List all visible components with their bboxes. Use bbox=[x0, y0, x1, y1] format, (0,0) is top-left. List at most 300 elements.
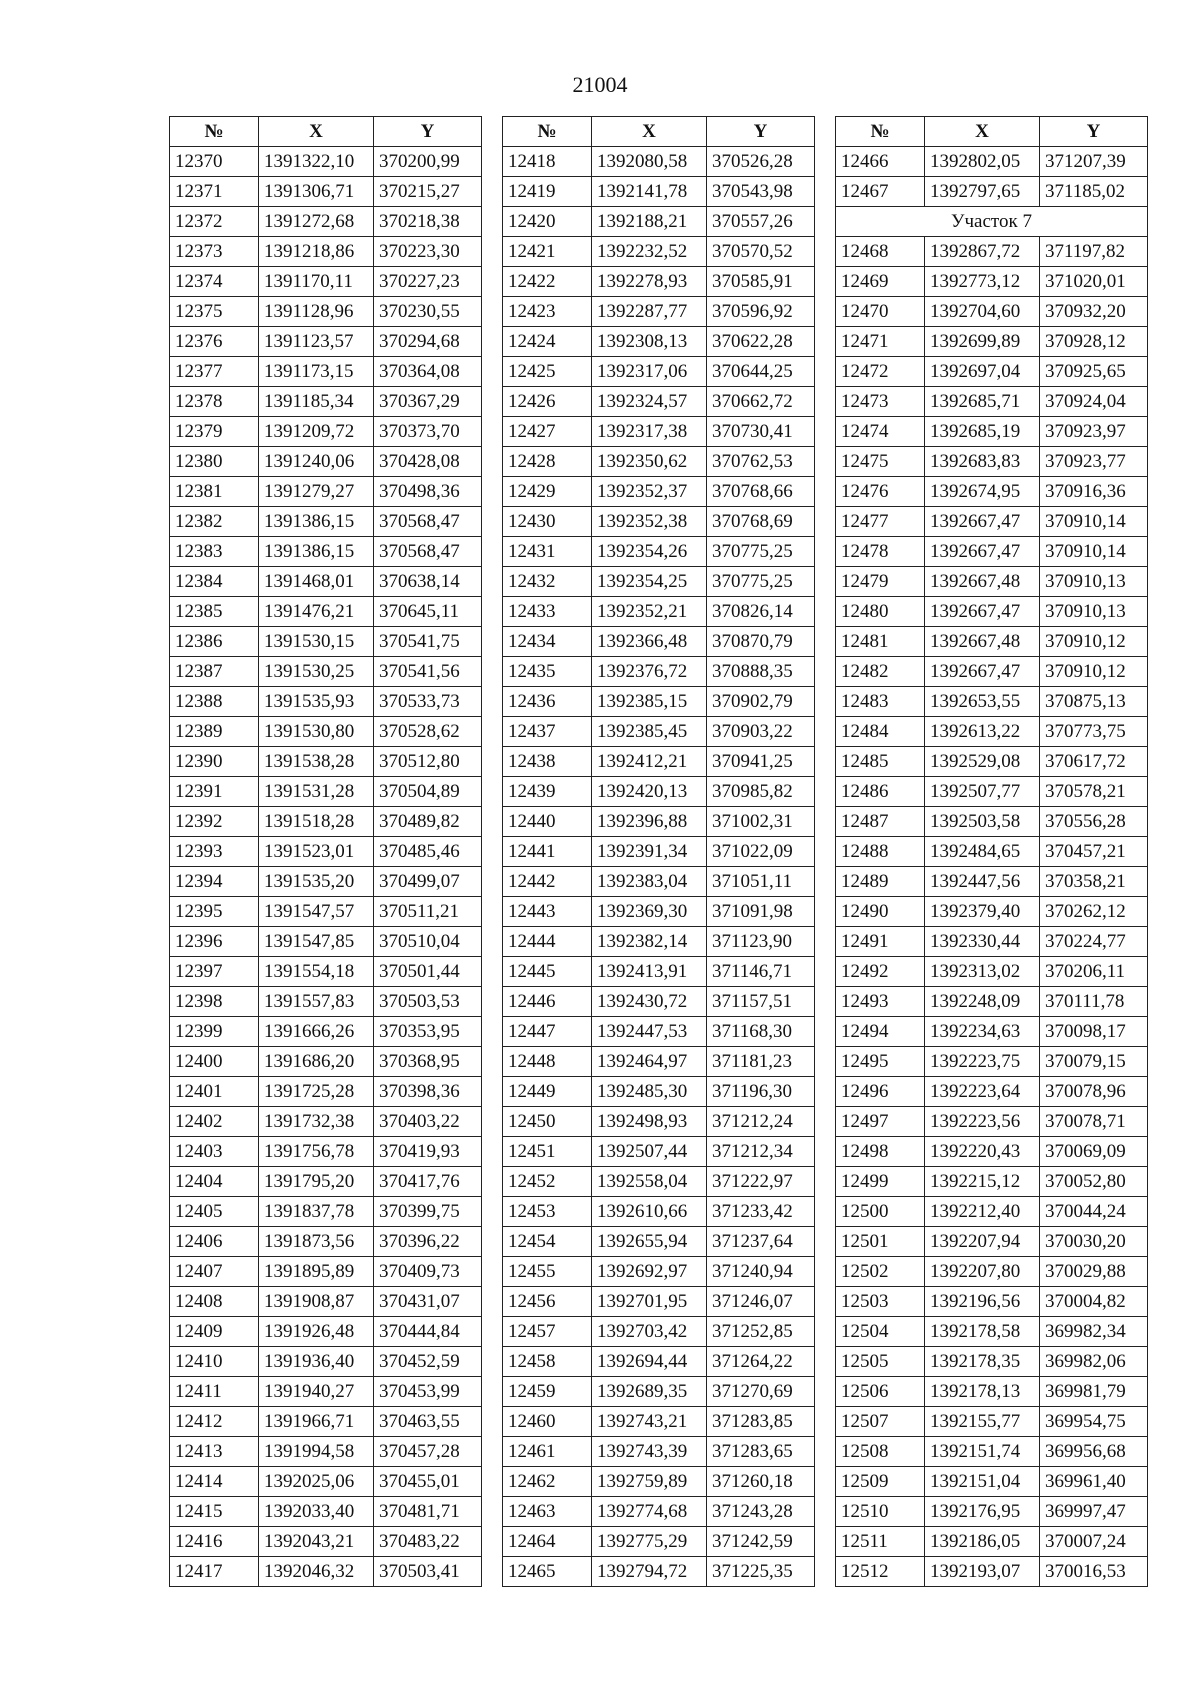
x-coordinate-cell: 1392703,42 bbox=[592, 1317, 707, 1347]
y-coordinate-cell: 370111,78 bbox=[1040, 987, 1148, 1017]
point-number-cell: 12449 bbox=[503, 1077, 592, 1107]
x-coordinate-cell: 1392759,89 bbox=[592, 1467, 707, 1497]
x-coordinate-cell: 1391128,96 bbox=[259, 297, 374, 327]
table-row bbox=[170, 897, 482, 927]
table-row bbox=[503, 207, 815, 237]
y-coordinate-cell: 370396,22 bbox=[374, 1227, 482, 1257]
x-coordinate-cell: 1392653,55 bbox=[925, 687, 1040, 717]
x-coordinate-cell: 1391530,15 bbox=[259, 627, 374, 657]
table-row bbox=[170, 597, 482, 627]
y-coordinate-cell: 370485,46 bbox=[374, 837, 482, 867]
point-number-cell: 12463 bbox=[503, 1497, 592, 1527]
table-row bbox=[836, 987, 1148, 1017]
y-coordinate-cell: 370498,36 bbox=[374, 477, 482, 507]
x-coordinate-cell: 1391895,89 bbox=[259, 1257, 374, 1287]
x-coordinate-cell: 1391476,21 bbox=[259, 597, 374, 627]
y-coordinate-cell: 370910,12 bbox=[1040, 657, 1148, 687]
header-row bbox=[836, 117, 1148, 147]
table-row bbox=[170, 1317, 482, 1347]
y-coordinate-cell: 370481,71 bbox=[374, 1497, 482, 1527]
table-row bbox=[503, 267, 815, 297]
y-coordinate-cell: 371168,30 bbox=[707, 1017, 815, 1047]
column-header-number: № bbox=[836, 117, 925, 147]
table-row bbox=[836, 297, 1148, 327]
x-coordinate-cell: 1392366,48 bbox=[592, 627, 707, 657]
table-row bbox=[503, 1137, 815, 1167]
table-row bbox=[836, 447, 1148, 477]
x-coordinate-cell: 1392313,02 bbox=[925, 957, 1040, 987]
x-coordinate-cell: 1392385,45 bbox=[592, 717, 707, 747]
point-number-cell: 12508 bbox=[836, 1437, 925, 1467]
x-coordinate-cell: 1392685,71 bbox=[925, 387, 1040, 417]
table-row bbox=[170, 1227, 482, 1257]
point-number-cell: 12428 bbox=[503, 447, 592, 477]
y-coordinate-cell: 370098,17 bbox=[1040, 1017, 1148, 1047]
x-coordinate-cell: 1391795,20 bbox=[259, 1167, 374, 1197]
table-row bbox=[836, 1257, 1148, 1287]
y-coordinate-cell: 371212,34 bbox=[707, 1137, 815, 1167]
x-coordinate-cell: 1392507,77 bbox=[925, 777, 1040, 807]
x-coordinate-cell: 1392396,88 bbox=[592, 807, 707, 837]
point-number-cell: 12380 bbox=[170, 447, 259, 477]
y-coordinate-cell: 371233,42 bbox=[707, 1197, 815, 1227]
table-row bbox=[503, 1437, 815, 1467]
x-coordinate-cell: 1392447,53 bbox=[592, 1017, 707, 1047]
y-coordinate-cell: 370762,53 bbox=[707, 447, 815, 477]
y-coordinate-cell: 370428,08 bbox=[374, 447, 482, 477]
x-coordinate-cell: 1392223,64 bbox=[925, 1077, 1040, 1107]
x-coordinate-cell: 1392188,21 bbox=[592, 207, 707, 237]
table-row bbox=[170, 807, 482, 837]
table-row bbox=[503, 327, 815, 357]
table-row bbox=[170, 567, 482, 597]
table-row bbox=[836, 1377, 1148, 1407]
table-row bbox=[503, 867, 815, 897]
point-number-cell: 12469 bbox=[836, 267, 925, 297]
table-row bbox=[170, 1407, 482, 1437]
point-number-cell: 12416 bbox=[170, 1527, 259, 1557]
table-row bbox=[170, 867, 482, 897]
point-number-cell: 12477 bbox=[836, 507, 925, 537]
point-number-cell: 12482 bbox=[836, 657, 925, 687]
x-coordinate-cell: 1392248,09 bbox=[925, 987, 1040, 1017]
column-header-x: X bbox=[259, 117, 374, 147]
table-row bbox=[503, 1317, 815, 1347]
table-row bbox=[503, 1407, 815, 1437]
y-coordinate-cell: 370215,27 bbox=[374, 177, 482, 207]
x-coordinate-cell: 1391873,56 bbox=[259, 1227, 374, 1257]
point-number-cell: 12474 bbox=[836, 417, 925, 447]
y-coordinate-cell: 370016,53 bbox=[1040, 1557, 1148, 1587]
y-coordinate-cell: 370585,91 bbox=[707, 267, 815, 297]
table-row bbox=[836, 1317, 1148, 1347]
point-number-cell: 12466 bbox=[836, 147, 925, 177]
x-coordinate-cell: 1391386,15 bbox=[259, 507, 374, 537]
y-coordinate-cell: 370029,88 bbox=[1040, 1257, 1148, 1287]
y-coordinate-cell: 370928,12 bbox=[1040, 327, 1148, 357]
table-row bbox=[170, 957, 482, 987]
point-number-cell: 12408 bbox=[170, 1287, 259, 1317]
table-row bbox=[170, 1497, 482, 1527]
y-coordinate-cell: 370916,36 bbox=[1040, 477, 1148, 507]
y-coordinate-cell: 370768,69 bbox=[707, 507, 815, 537]
point-number-cell: 12426 bbox=[503, 387, 592, 417]
x-coordinate-cell: 1392178,58 bbox=[925, 1317, 1040, 1347]
point-number-cell: 12444 bbox=[503, 927, 592, 957]
x-coordinate-cell: 1392232,52 bbox=[592, 237, 707, 267]
x-coordinate-cell: 1392176,95 bbox=[925, 1497, 1040, 1527]
y-coordinate-cell: 370923,77 bbox=[1040, 447, 1148, 477]
point-number-cell: 12502 bbox=[836, 1257, 925, 1287]
point-number-cell: 12379 bbox=[170, 417, 259, 447]
y-coordinate-cell: 371260,18 bbox=[707, 1467, 815, 1497]
x-coordinate-cell: 1391123,57 bbox=[259, 327, 374, 357]
y-coordinate-cell: 370503,53 bbox=[374, 987, 482, 1017]
point-number-cell: 12507 bbox=[836, 1407, 925, 1437]
point-number-cell: 12450 bbox=[503, 1107, 592, 1137]
table-row bbox=[170, 1437, 482, 1467]
point-number-cell: 12441 bbox=[503, 837, 592, 867]
x-coordinate-cell: 1391554,18 bbox=[259, 957, 374, 987]
y-coordinate-cell: 370541,75 bbox=[374, 627, 482, 657]
x-coordinate-cell: 1392223,56 bbox=[925, 1107, 1040, 1137]
y-coordinate-cell: 370444,84 bbox=[374, 1317, 482, 1347]
table-row bbox=[170, 327, 482, 357]
x-coordinate-cell: 1392354,25 bbox=[592, 567, 707, 597]
table-row bbox=[170, 147, 482, 177]
y-coordinate-cell: 370773,75 bbox=[1040, 717, 1148, 747]
table-row bbox=[836, 867, 1148, 897]
y-coordinate-cell: 370078,71 bbox=[1040, 1107, 1148, 1137]
table-row bbox=[836, 477, 1148, 507]
point-number-cell: 12495 bbox=[836, 1047, 925, 1077]
point-number-cell: 12381 bbox=[170, 477, 259, 507]
table-row bbox=[503, 1257, 815, 1287]
table-row bbox=[503, 897, 815, 927]
table-row bbox=[503, 837, 815, 867]
x-coordinate-cell: 1391209,72 bbox=[259, 417, 374, 447]
x-coordinate-cell: 1392420,13 bbox=[592, 777, 707, 807]
y-coordinate-cell: 371181,23 bbox=[707, 1047, 815, 1077]
point-number-cell: 12410 bbox=[170, 1347, 259, 1377]
point-number-cell: 12429 bbox=[503, 477, 592, 507]
y-coordinate-cell: 370052,80 bbox=[1040, 1167, 1148, 1197]
point-number-cell: 12499 bbox=[836, 1167, 925, 1197]
x-coordinate-cell: 1392674,95 bbox=[925, 477, 1040, 507]
y-coordinate-cell: 370007,24 bbox=[1040, 1527, 1148, 1557]
y-coordinate-cell: 370526,28 bbox=[707, 147, 815, 177]
point-number-cell: 12483 bbox=[836, 687, 925, 717]
table-row bbox=[836, 1557, 1148, 1587]
y-coordinate-cell: 370367,29 bbox=[374, 387, 482, 417]
x-coordinate-cell: 1392692,97 bbox=[592, 1257, 707, 1287]
table-row bbox=[170, 927, 482, 957]
point-number-cell: 12432 bbox=[503, 567, 592, 597]
table-row bbox=[836, 567, 1148, 597]
table-row bbox=[170, 717, 482, 747]
section-title: Участок 7 bbox=[836, 207, 1148, 237]
x-coordinate-cell: 1392178,35 bbox=[925, 1347, 1040, 1377]
y-coordinate-cell: 371022,09 bbox=[707, 837, 815, 867]
x-coordinate-cell: 1392141,78 bbox=[592, 177, 707, 207]
x-coordinate-cell: 1391518,28 bbox=[259, 807, 374, 837]
point-number-cell: 12484 bbox=[836, 717, 925, 747]
y-coordinate-cell: 370568,47 bbox=[374, 537, 482, 567]
y-coordinate-cell: 370452,59 bbox=[374, 1347, 482, 1377]
y-coordinate-cell: 370364,08 bbox=[374, 357, 482, 387]
point-number-cell: 12442 bbox=[503, 867, 592, 897]
column-header-x: X bbox=[925, 117, 1040, 147]
point-number-cell: 12373 bbox=[170, 237, 259, 267]
point-number-cell: 12461 bbox=[503, 1437, 592, 1467]
x-coordinate-cell: 1392413,91 bbox=[592, 957, 707, 987]
table-row bbox=[836, 687, 1148, 717]
point-number-cell: 12493 bbox=[836, 987, 925, 1017]
y-coordinate-cell: 370501,44 bbox=[374, 957, 482, 987]
point-number-cell: 12467 bbox=[836, 177, 925, 207]
y-coordinate-cell: 370457,21 bbox=[1040, 837, 1148, 867]
x-coordinate-cell: 1392196,56 bbox=[925, 1287, 1040, 1317]
x-coordinate-cell: 1391279,27 bbox=[259, 477, 374, 507]
x-coordinate-cell: 1392385,15 bbox=[592, 687, 707, 717]
y-coordinate-cell: 371240,94 bbox=[707, 1257, 815, 1287]
x-coordinate-cell: 1392743,39 bbox=[592, 1437, 707, 1467]
point-number-cell: 12390 bbox=[170, 747, 259, 777]
point-number-cell: 12401 bbox=[170, 1077, 259, 1107]
x-coordinate-cell: 1391936,40 bbox=[259, 1347, 374, 1377]
column-header-x: X bbox=[592, 117, 707, 147]
table-row bbox=[836, 417, 1148, 447]
table-row bbox=[170, 177, 482, 207]
point-number-cell: 12377 bbox=[170, 357, 259, 387]
column-header-number: № bbox=[170, 117, 259, 147]
x-coordinate-cell: 1392558,04 bbox=[592, 1167, 707, 1197]
x-coordinate-cell: 1392412,21 bbox=[592, 747, 707, 777]
table-row bbox=[836, 177, 1148, 207]
point-number-cell: 12403 bbox=[170, 1137, 259, 1167]
point-number-cell: 12386 bbox=[170, 627, 259, 657]
y-coordinate-cell: 370730,41 bbox=[707, 417, 815, 447]
x-coordinate-cell: 1392278,93 bbox=[592, 267, 707, 297]
y-coordinate-cell: 370875,13 bbox=[1040, 687, 1148, 717]
x-coordinate-cell: 1392207,94 bbox=[925, 1227, 1040, 1257]
x-coordinate-cell: 1392352,21 bbox=[592, 597, 707, 627]
x-coordinate-cell: 1392694,44 bbox=[592, 1347, 707, 1377]
point-number-cell: 12458 bbox=[503, 1347, 592, 1377]
x-coordinate-cell: 1392773,12 bbox=[925, 267, 1040, 297]
point-number-cell: 12382 bbox=[170, 507, 259, 537]
table-row bbox=[503, 957, 815, 987]
table-row bbox=[503, 927, 815, 957]
point-number-cell: 12503 bbox=[836, 1287, 925, 1317]
point-number-cell: 12505 bbox=[836, 1347, 925, 1377]
x-coordinate-cell: 1391732,38 bbox=[259, 1107, 374, 1137]
y-coordinate-cell: 370403,22 bbox=[374, 1107, 482, 1137]
table-row bbox=[170, 1167, 482, 1197]
x-coordinate-cell: 1391240,06 bbox=[259, 447, 374, 477]
table-row bbox=[503, 807, 815, 837]
x-coordinate-cell: 1392507,44 bbox=[592, 1137, 707, 1167]
table-row bbox=[170, 837, 482, 867]
x-coordinate-cell: 1391306,71 bbox=[259, 177, 374, 207]
x-coordinate-cell: 1392775,29 bbox=[592, 1527, 707, 1557]
table-row bbox=[503, 387, 815, 417]
point-number-cell: 12476 bbox=[836, 477, 925, 507]
y-coordinate-cell: 371197,82 bbox=[1040, 237, 1148, 267]
point-number-cell: 12398 bbox=[170, 987, 259, 1017]
table-row bbox=[503, 507, 815, 537]
y-coordinate-cell: 370910,13 bbox=[1040, 567, 1148, 597]
point-number-cell: 12486 bbox=[836, 777, 925, 807]
point-number-cell: 12375 bbox=[170, 297, 259, 327]
table-row bbox=[836, 1047, 1148, 1077]
point-number-cell: 12512 bbox=[836, 1557, 925, 1587]
point-number-cell: 12400 bbox=[170, 1047, 259, 1077]
table-row bbox=[503, 1077, 815, 1107]
point-number-cell: 12465 bbox=[503, 1557, 592, 1587]
y-coordinate-cell: 370358,21 bbox=[1040, 867, 1148, 897]
x-coordinate-cell: 1392308,13 bbox=[592, 327, 707, 357]
table-row bbox=[503, 177, 815, 207]
y-coordinate-cell: 370570,52 bbox=[707, 237, 815, 267]
y-coordinate-cell: 371264,22 bbox=[707, 1347, 815, 1377]
x-coordinate-cell: 1392354,26 bbox=[592, 537, 707, 567]
point-number-cell: 12427 bbox=[503, 417, 592, 447]
point-number-cell: 12509 bbox=[836, 1467, 925, 1497]
x-coordinate-cell: 1391908,87 bbox=[259, 1287, 374, 1317]
x-coordinate-cell: 1392701,95 bbox=[592, 1287, 707, 1317]
y-coordinate-cell: 371051,11 bbox=[707, 867, 815, 897]
point-number-cell: 12419 bbox=[503, 177, 592, 207]
table-row bbox=[503, 537, 815, 567]
x-coordinate-cell: 1392667,47 bbox=[925, 657, 1040, 687]
x-coordinate-cell: 1392207,80 bbox=[925, 1257, 1040, 1287]
point-number-cell: 12413 bbox=[170, 1437, 259, 1467]
x-coordinate-cell: 1392193,07 bbox=[925, 1557, 1040, 1587]
table-row bbox=[170, 1017, 482, 1047]
x-coordinate-cell: 1392379,40 bbox=[925, 897, 1040, 927]
table-row bbox=[170, 657, 482, 687]
x-coordinate-cell: 1391523,01 bbox=[259, 837, 374, 867]
y-coordinate-cell: 370504,89 bbox=[374, 777, 482, 807]
x-coordinate-cell: 1391530,80 bbox=[259, 717, 374, 747]
table-row bbox=[170, 237, 482, 267]
y-coordinate-cell: 371146,71 bbox=[707, 957, 815, 987]
point-number-cell: 12399 bbox=[170, 1017, 259, 1047]
y-coordinate-cell: 371123,90 bbox=[707, 927, 815, 957]
y-coordinate-cell: 370638,14 bbox=[374, 567, 482, 597]
x-coordinate-cell: 1392382,14 bbox=[592, 927, 707, 957]
x-coordinate-cell: 1392689,35 bbox=[592, 1377, 707, 1407]
y-coordinate-cell: 370568,47 bbox=[374, 507, 482, 537]
y-coordinate-cell: 370078,96 bbox=[1040, 1077, 1148, 1107]
x-coordinate-cell: 1392699,89 bbox=[925, 327, 1040, 357]
x-coordinate-cell: 1392655,94 bbox=[592, 1227, 707, 1257]
y-coordinate-cell: 369954,75 bbox=[1040, 1407, 1148, 1437]
table-row bbox=[170, 207, 482, 237]
x-coordinate-cell: 1392667,47 bbox=[925, 507, 1040, 537]
table-row bbox=[170, 357, 482, 387]
x-coordinate-cell: 1392667,47 bbox=[925, 537, 1040, 567]
table-row bbox=[170, 1347, 482, 1377]
page-number: 21004 bbox=[572, 72, 628, 97]
table-row bbox=[836, 957, 1148, 987]
point-number-cell: 12396 bbox=[170, 927, 259, 957]
y-coordinate-cell: 370910,12 bbox=[1040, 627, 1148, 657]
table-row bbox=[503, 1107, 815, 1137]
y-coordinate-cell: 370200,99 bbox=[374, 147, 482, 177]
x-coordinate-cell: 1391173,15 bbox=[259, 357, 374, 387]
point-number-cell: 12404 bbox=[170, 1167, 259, 1197]
point-number-cell: 12438 bbox=[503, 747, 592, 777]
y-coordinate-cell: 370463,55 bbox=[374, 1407, 482, 1437]
y-coordinate-cell: 370373,70 bbox=[374, 417, 482, 447]
table-row bbox=[503, 597, 815, 627]
y-coordinate-cell: 371225,35 bbox=[707, 1557, 815, 1587]
y-coordinate-cell: 371207,39 bbox=[1040, 147, 1148, 177]
y-coordinate-cell: 370543,98 bbox=[707, 177, 815, 207]
point-number-cell: 12389 bbox=[170, 717, 259, 747]
y-coordinate-cell: 370004,82 bbox=[1040, 1287, 1148, 1317]
y-coordinate-cell: 370556,28 bbox=[1040, 807, 1148, 837]
table-row bbox=[836, 267, 1148, 297]
table-row bbox=[503, 477, 815, 507]
point-number-cell: 12446 bbox=[503, 987, 592, 1017]
y-coordinate-cell: 371283,65 bbox=[707, 1437, 815, 1467]
x-coordinate-cell: 1392046,32 bbox=[259, 1557, 374, 1587]
point-number-cell: 12392 bbox=[170, 807, 259, 837]
point-number-cell: 12402 bbox=[170, 1107, 259, 1137]
y-coordinate-cell: 370457,28 bbox=[374, 1437, 482, 1467]
y-coordinate-cell: 370775,25 bbox=[707, 537, 815, 567]
coordinates-table-1 bbox=[169, 116, 482, 1587]
point-number-cell: 12423 bbox=[503, 297, 592, 327]
section-row bbox=[836, 207, 1148, 237]
y-coordinate-cell: 369997,47 bbox=[1040, 1497, 1148, 1527]
x-coordinate-cell: 1391547,57 bbox=[259, 897, 374, 927]
x-coordinate-cell: 1391837,78 bbox=[259, 1197, 374, 1227]
point-number-cell: 12494 bbox=[836, 1017, 925, 1047]
x-coordinate-cell: 1392485,30 bbox=[592, 1077, 707, 1107]
y-coordinate-cell: 369961,40 bbox=[1040, 1467, 1148, 1497]
table-row bbox=[170, 987, 482, 1017]
y-coordinate-cell: 370775,25 bbox=[707, 567, 815, 597]
x-coordinate-cell: 1392330,44 bbox=[925, 927, 1040, 957]
x-coordinate-cell: 1391535,93 bbox=[259, 687, 374, 717]
point-number-cell: 12440 bbox=[503, 807, 592, 837]
point-number-cell: 12448 bbox=[503, 1047, 592, 1077]
table-row bbox=[170, 1257, 482, 1287]
x-coordinate-cell: 1392498,93 bbox=[592, 1107, 707, 1137]
table-row bbox=[503, 717, 815, 747]
point-number-cell: 12464 bbox=[503, 1527, 592, 1557]
y-coordinate-cell: 370353,95 bbox=[374, 1017, 482, 1047]
point-number-cell: 12391 bbox=[170, 777, 259, 807]
point-number-cell: 12471 bbox=[836, 327, 925, 357]
y-coordinate-cell: 370578,21 bbox=[1040, 777, 1148, 807]
y-coordinate-cell: 370227,23 bbox=[374, 267, 482, 297]
x-coordinate-cell: 1391322,10 bbox=[259, 147, 374, 177]
table-row bbox=[836, 747, 1148, 777]
point-number-cell: 12385 bbox=[170, 597, 259, 627]
point-number-cell: 12455 bbox=[503, 1257, 592, 1287]
table-row bbox=[170, 747, 482, 777]
point-number-cell: 12506 bbox=[836, 1377, 925, 1407]
table-row bbox=[836, 1287, 1148, 1317]
point-number-cell: 12496 bbox=[836, 1077, 925, 1107]
point-number-cell: 12480 bbox=[836, 597, 925, 627]
x-coordinate-cell: 1391994,58 bbox=[259, 1437, 374, 1467]
